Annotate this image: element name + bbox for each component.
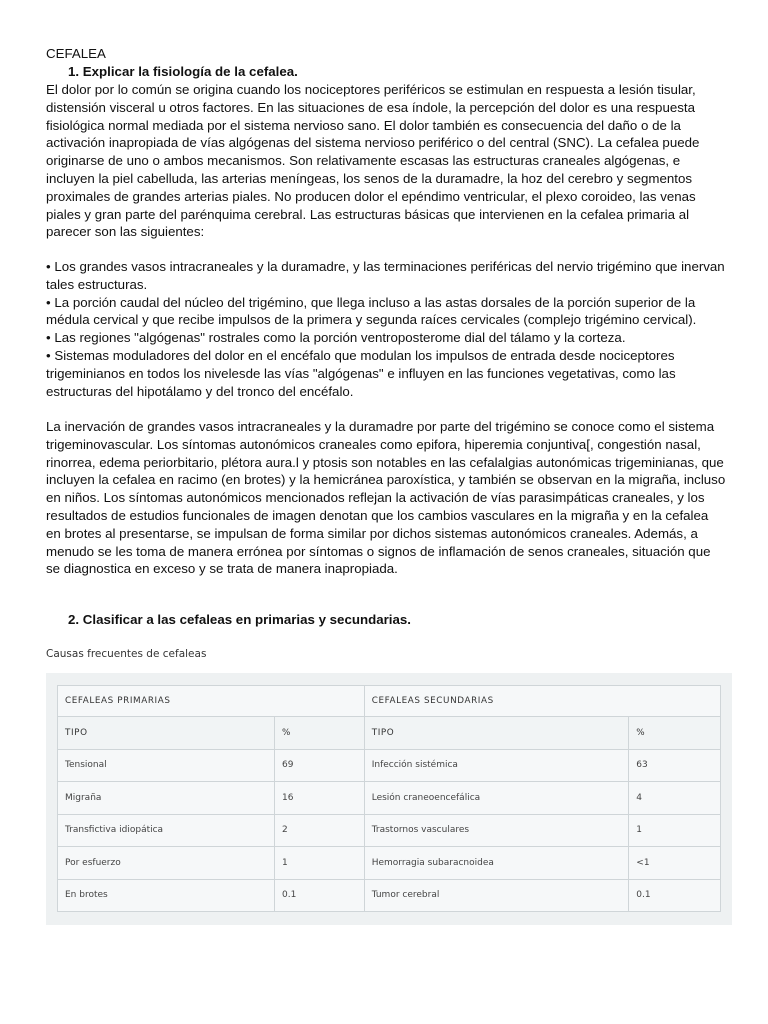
secondary-type-cell: Lesión craneoencefálica [364,782,629,815]
primary-type-cell: Tensional [58,749,275,782]
headache-causes-table-container [46,673,732,925]
table-row [58,749,721,782]
primary-type-cell: Migraña [58,782,275,815]
secondary-type-cell: Hemorragia subaracnoidea [364,847,629,880]
secondary-percent-column-header: % [629,717,721,750]
headache-causes-table [57,685,721,912]
primary-percent-cell: 1 [275,847,365,880]
secondary-percent-cell: 4 [629,782,721,815]
secondary-type-cell: Infección sistémica [364,749,629,782]
bullet-item: • La porción caudal del núcleo del trigémino, que llega incluso a las astas dorsales de la porción superior de la médula cervical y que recibe impulsos de la primera y segunda raíces cervicales (complejo trigémino cervical). [46,294,697,328]
structures-bullet-list [46,258,726,400]
bullet-item: • Los grandes vasos intracraneales y la duramadre, y las terminaciones periféricas del nervio trigémino que inervan tales estructuras. [46,259,725,292]
primary-type-cell: En brotes [58,879,275,912]
table-column-header-row [58,717,721,750]
table-row [58,847,721,880]
primary-percent-cell: 2 [275,814,365,847]
secondary-percent-cell: 63 [629,749,721,782]
secondary-percent-cell: <1 [629,847,721,880]
primary-percent-cell: 69 [275,749,365,782]
secondary-type-cell: Trastornos vasculares [364,814,629,847]
secondary-percent-cell: 0.1 [629,879,721,912]
bullet-item: • Sistemas moduladores del dolor en el encéfalo que modulan los impulsos de entrada desde nociceptores trigeminianos en todos los nivelesde las vías "algógenas" e influyen en las funciones vegetativas, como las estructuras del hipotálamo y del tronco del encéfalo. [46,347,676,399]
bullet-item: • Las regiones "algógenas" rostrales como la porción ventroposterome dial del tálamo y la corteza. [46,330,626,346]
table-row [58,814,721,847]
table-row [58,782,721,815]
paragraph-trigeminovascular: La inervación de grandes vasos intracraneales y la duramadre por parte del trigémino se conoce como el sistema trigeminovascular. Los síntomas autonómicos craneales como epifora, hiperemia conjuntiva[, congestión nasal, rinorrea, edema periorbitario, plétora aura.l y ptosis son notables en las cefalalgias autonómicas trigeminianas, que incluyen la cefalea en racimo (en brotes) y la hemicránea paroxística, y también se observan en la migraña, incluso en niños. Los síntomas autonómicos mencionados reflejan la activación de vías parasimpáticas craneales, y los resultados de estudios funcionales de imagen denotan que los cambios vasculares en la migraña y en la cefalea en brotes al presentarse, se impulsan de forma similar por dichos sistemas autonómicos craneales. Además, a menudo se les toma de manera errónea por síntomas o signos de inflamación de senos craneales, situación que se diagnostica en exceso y se trata de manera inapropiada. [46,419,726,577]
section-2-heading: 2. Clasificar a las cefaleas en primarias y secundarias. [68,612,411,627]
primary-percent-cell: 0.1 [275,879,365,912]
secondary-percent-cell: 1 [629,814,721,847]
secondary-type-cell: Tumor cerebral [364,879,629,912]
table-caption: Causas frecuentes de cefaleas [46,648,207,660]
primary-headaches-header: CEFALEAS PRIMARIAS [58,686,365,717]
primary-percent-cell: 16 [275,782,365,815]
primary-percent-column-header: % [275,717,365,750]
section-1-heading: 1. Explicar la fisiología de la cefalea. [68,64,298,79]
secondary-type-column-header: TIPO [364,717,629,750]
document-title: CEFALEA [46,46,106,61]
primary-type-column-header: TIPO [58,717,275,750]
paragraph-physiology: El dolor por lo común se origina cuando los nociceptores periféricos se estimulan en respuesta a lesión tisular, distensión visceral u otros factores. En las situaciones de esa índole, la percepción del dolor es una respuesta fisiológica normal mediada por el sistema nervioso sano. El dolor también es consecuencia del daño o de la activación inapropiada de vías algógenas del sistema nervioso periférico o del central (SNC). La cefalea puede originarse de uno o ambos mecanismos. Son relativamente escasas las estructuras craneales algógenas, e incluyen la piel cabelluda, las arterias meníngeas, los senos de la duramadre, la hoz del cerebro y segmentos proximales de grandes arterias piales. No producen dolor el epéndimo ventricular, el plexo coroideo, las venas piales y gran parte del parénquima cerebral. Las estructuras básicas que intervienen en la cefalea primaria al parecer son las siguientes: [46,82,700,240]
primary-type-cell: Transfictiva idiopática [58,814,275,847]
table-group-header-row [58,686,721,717]
table-row [58,879,721,912]
primary-type-cell: Por esfuerzo [58,847,275,880]
secondary-headaches-header: CEFALEAS SECUNDARIAS [364,686,720,717]
